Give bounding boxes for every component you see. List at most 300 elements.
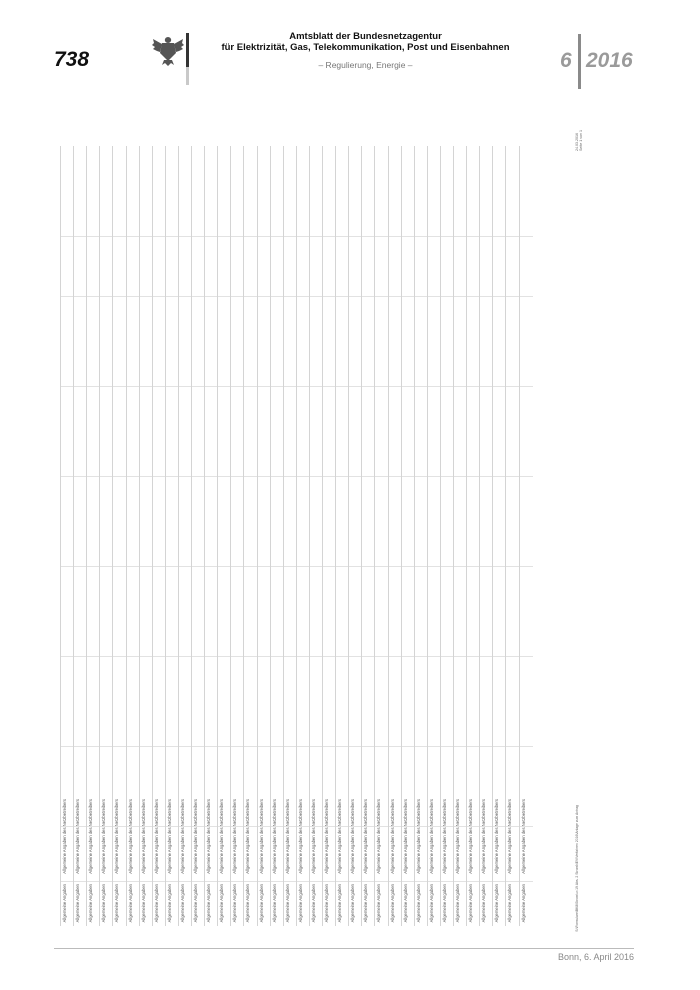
- cell-category: Allgemeine Angaben: [179, 883, 185, 922]
- row-rule: [231, 746, 244, 747]
- row-rule: [166, 656, 179, 657]
- row-rule: [362, 296, 375, 297]
- row-rule: [428, 236, 441, 237]
- cell-description: Allgemeine Angaben des Netzbetreibers: [507, 799, 513, 874]
- row-rule: [140, 656, 153, 657]
- row-rule: [127, 881, 140, 882]
- row-rule: [87, 386, 100, 387]
- cell-category: Allgemeine Angaben: [481, 883, 487, 922]
- row-rule: [140, 386, 153, 387]
- row-rule: [506, 656, 519, 657]
- row-rule: [506, 236, 519, 237]
- row-rule: [467, 656, 480, 657]
- table-row: [165, 146, 179, 926]
- row-rule: [441, 296, 454, 297]
- cell-description: Allgemeine Angaben des Netzbetreibers: [62, 799, 67, 874]
- row-rule: [389, 656, 402, 657]
- row-rule: [310, 296, 323, 297]
- cell-category: Allgemeine Angaben: [415, 883, 421, 922]
- row-rule: [402, 881, 415, 882]
- row-rule: [127, 566, 140, 567]
- row-rule: [375, 746, 388, 747]
- table-row: [270, 146, 284, 926]
- row-rule: [127, 296, 140, 297]
- cell-category: Allgemeine Angaben: [363, 883, 369, 922]
- cell-description: Allgemeine Angaben des Netzbetreibers: [245, 799, 251, 874]
- row-rule: [166, 746, 179, 747]
- cell-category: Allgemeine Angaben: [140, 883, 146, 922]
- cell-description: Allgemeine Angaben des Netzbetreibers: [153, 799, 159, 874]
- row-rule: [297, 746, 310, 747]
- row-rule: [61, 656, 74, 657]
- row-rule: [323, 566, 336, 567]
- table-row: [60, 146, 74, 926]
- table-row: [230, 146, 244, 926]
- row-rule: [87, 476, 100, 477]
- row-rule: [310, 746, 323, 747]
- row-rule: [192, 386, 205, 387]
- table-row: [374, 146, 388, 926]
- table-row: [505, 146, 519, 926]
- row-rule: [284, 566, 297, 567]
- row-rule: [244, 566, 257, 567]
- row-rule: [74, 566, 87, 567]
- row-rule: [520, 656, 533, 657]
- cell-description: Allgemeine Angaben des Netzbetreibers: [310, 799, 316, 874]
- row-rule: [179, 296, 192, 297]
- row-rule: [218, 296, 231, 297]
- row-rule: [166, 881, 179, 882]
- cell-description: Allgemeine Angaben des Netzbetreibers: [193, 799, 198, 874]
- row-rule: [192, 236, 205, 237]
- cell-category: Allgemeine Angaben: [428, 883, 434, 922]
- row-rule: [415, 386, 428, 387]
- row-rule: [310, 386, 323, 387]
- row-rule: [153, 296, 166, 297]
- row-rule: [205, 566, 218, 567]
- row-rule: [310, 476, 323, 477]
- row-rule: [218, 656, 231, 657]
- row-rule: [153, 386, 166, 387]
- row-rule: [493, 386, 506, 387]
- row-rule: [74, 881, 87, 882]
- row-rule: [61, 236, 74, 237]
- cell-category: Allgemeine Angaben: [468, 883, 474, 922]
- row-rule: [323, 296, 336, 297]
- row-rule: [258, 296, 271, 297]
- row-rule: [506, 476, 519, 477]
- row-rule: [389, 236, 402, 237]
- publication-subtitle: – Regulierung, Energie –: [318, 60, 413, 70]
- cell-category: Allgemeine Angaben: [258, 883, 264, 922]
- row-rule: [284, 746, 297, 747]
- row-rule: [87, 236, 100, 237]
- row-rule: [362, 476, 375, 477]
- cell-description: Allgemeine Angaben des Netzbetreibers: [455, 799, 460, 874]
- row-rule: [520, 746, 533, 747]
- row-rule: [100, 746, 113, 747]
- cell-description: Allgemeine Angaben des Netzbetreibers: [324, 799, 329, 874]
- row-rule: [61, 476, 74, 477]
- row-rule: [231, 476, 244, 477]
- cell-category: Allgemeine Angaben: [376, 883, 382, 922]
- row-rule: [205, 746, 218, 747]
- row-rule: [113, 476, 126, 477]
- row-rule: [166, 386, 179, 387]
- row-rule: [336, 296, 349, 297]
- row-rule: [480, 566, 493, 567]
- cell-category: Allgemeine Angaben: [337, 883, 343, 922]
- row-rule: [323, 746, 336, 747]
- row-rule: [74, 296, 87, 297]
- row-rule: [310, 566, 323, 567]
- row-rule: [166, 236, 179, 237]
- row-rule: [74, 236, 87, 237]
- row-rule: [205, 656, 218, 657]
- row-rule: [231, 566, 244, 567]
- row-rule: [362, 566, 375, 567]
- row-rule: [179, 236, 192, 237]
- row-rule: [100, 656, 113, 657]
- row-rule: [349, 656, 362, 657]
- footer-divider: [54, 948, 634, 949]
- table-row: [388, 146, 402, 926]
- row-rule: [153, 746, 166, 747]
- cell-description: Allgemeine Angaben des Netzbetreibers: [206, 799, 212, 874]
- row-rule: [520, 476, 533, 477]
- cell-description: Allgemeine Angaben des Netzbetreibers: [179, 799, 185, 874]
- row-rule: [297, 566, 310, 567]
- table-row: [296, 146, 310, 926]
- row-rule: [258, 656, 271, 657]
- cell-category: Allgemeine Angaben: [324, 883, 329, 922]
- row-rule: [467, 566, 480, 567]
- side-file-path: S:\Formulare\BK8\Strom\§19 Abs. 2 StromNEV\Verfahren 2016\Anlage zum Antrag: [575, 805, 579, 932]
- row-rule: [428, 296, 441, 297]
- row-rule: [480, 236, 493, 237]
- row-rule: [467, 236, 480, 237]
- table-row: [112, 146, 126, 926]
- row-rule: [244, 746, 257, 747]
- row-rule: [100, 386, 113, 387]
- cell-description: Allgemeine Angaben des Netzbetreibers: [468, 799, 474, 874]
- row-rule: [258, 386, 271, 387]
- row-rule: [87, 656, 100, 657]
- table-row: [322, 146, 336, 926]
- cell-description: Allgemeine Angaben des Netzbetreibers: [271, 799, 277, 874]
- row-rule: [113, 236, 126, 237]
- row-rule: [362, 386, 375, 387]
- row-rule: [506, 296, 519, 297]
- row-rule: [218, 386, 231, 387]
- page-number: 738: [54, 48, 90, 71]
- cell-description: Allgemeine Angaben des Netzbetreibers: [363, 799, 369, 874]
- cell-description: Allgemeine Angaben des Netzbetreibers: [428, 799, 434, 874]
- row-rule: [454, 656, 467, 657]
- issue-year: 2016: [586, 49, 633, 72]
- row-rule: [74, 656, 87, 657]
- row-rule: [349, 881, 362, 882]
- cell-category: Allgemeine Angaben: [310, 883, 316, 922]
- cell-category: Allgemeine Angaben: [62, 883, 67, 922]
- row-rule: [271, 746, 284, 747]
- row-rule: [362, 656, 375, 657]
- row-rule: [192, 746, 205, 747]
- row-rule: [454, 296, 467, 297]
- row-rule: [493, 476, 506, 477]
- table-row: [401, 146, 415, 926]
- side-date-line-2: Seite 1 von 1: [579, 130, 583, 151]
- table-row: [139, 146, 153, 926]
- row-rule: [271, 236, 284, 237]
- row-rule: [258, 746, 271, 747]
- footer-date: Bonn, 6. April 2016: [557, 952, 634, 962]
- row-rule: [428, 386, 441, 387]
- table-row: [283, 146, 297, 926]
- cell-description: Allgemeine Angaben des Netzbetreibers: [297, 799, 303, 874]
- cell-category: Allgemeine Angaben: [232, 883, 238, 922]
- row-rule: [467, 386, 480, 387]
- row-rule: [297, 386, 310, 387]
- row-rule: [520, 881, 533, 882]
- row-rule: [271, 476, 284, 477]
- row-rule: [480, 656, 493, 657]
- row-rule: [153, 236, 166, 237]
- row-rule: [61, 746, 74, 747]
- row-rule: [493, 746, 506, 747]
- row-rule: [375, 566, 388, 567]
- cell-description: Allgemeine Angaben des Netzbetreibers: [75, 799, 81, 874]
- row-rule: [244, 296, 257, 297]
- row-rule: [205, 881, 218, 882]
- row-rule: [218, 566, 231, 567]
- row-rule: [336, 476, 349, 477]
- row-rule: [166, 296, 179, 297]
- row-rule: [389, 386, 402, 387]
- row-rule: [415, 566, 428, 567]
- table-row: [335, 146, 349, 926]
- row-rule: [441, 386, 454, 387]
- cell-description: Allgemeine Angaben des Netzbetreibers: [494, 799, 500, 874]
- row-rule: [258, 881, 271, 882]
- cell-description: Allgemeine Angaben des Netzbetreibers: [88, 799, 94, 874]
- row-rule: [218, 236, 231, 237]
- cell-description: Allgemeine Angaben des Netzbetreibers: [166, 799, 172, 874]
- row-rule: [480, 386, 493, 387]
- row-rule: [336, 656, 349, 657]
- row-rule: [192, 296, 205, 297]
- cell-description: Allgemeine Angaben des Netzbetreibers: [402, 799, 408, 874]
- row-rule: [127, 386, 140, 387]
- row-rule: [113, 296, 126, 297]
- row-rule: [520, 296, 533, 297]
- cell-category: Allgemeine Angaben: [271, 883, 277, 922]
- row-rule: [467, 296, 480, 297]
- row-rule: [441, 881, 454, 882]
- row-rule: [100, 881, 113, 882]
- row-rule: [218, 476, 231, 477]
- row-rule: [284, 386, 297, 387]
- row-rule: [467, 881, 480, 882]
- table-row: [414, 146, 428, 926]
- table-row: [427, 146, 441, 926]
- table-row: [178, 146, 192, 926]
- row-rule: [271, 656, 284, 657]
- cell-category: Allgemeine Angaben: [284, 883, 290, 922]
- row-rule: [323, 656, 336, 657]
- row-rule: [61, 566, 74, 567]
- cell-category: Allgemeine Angaben: [350, 883, 356, 922]
- table-row: [126, 146, 140, 926]
- row-rule: [61, 386, 74, 387]
- table-row: [191, 146, 205, 926]
- row-rule: [231, 656, 244, 657]
- cell-category: Allgemeine Angaben: [101, 883, 107, 922]
- cell-category: Allgemeine Angaben: [193, 883, 198, 922]
- row-rule: [323, 881, 336, 882]
- row-rule: [284, 296, 297, 297]
- table-row: [243, 146, 257, 926]
- row-rule: [284, 881, 297, 882]
- cell-category: Allgemeine Angaben: [206, 883, 212, 922]
- row-rule: [297, 476, 310, 477]
- row-rule: [113, 746, 126, 747]
- cell-description: Allgemeine Angaben des Netzbetreibers: [219, 799, 225, 874]
- row-rule: [520, 386, 533, 387]
- cell-category: Allgemeine Angaben: [245, 883, 251, 922]
- row-rule: [244, 236, 257, 237]
- row-rule: [244, 656, 257, 657]
- row-rule: [362, 746, 375, 747]
- row-rule: [441, 656, 454, 657]
- cell-category: Allgemeine Angaben: [88, 883, 94, 922]
- table-row: [152, 146, 166, 926]
- cell-description: Allgemeine Angaben des Netzbetreibers: [232, 799, 238, 874]
- row-rule: [454, 746, 467, 747]
- cell-description: Allgemeine Angaben des Netzbetreibers: [114, 799, 120, 874]
- row-rule: [231, 296, 244, 297]
- row-rule: [389, 296, 402, 297]
- row-rule: [454, 566, 467, 567]
- row-rule: [415, 476, 428, 477]
- cell-description: Allgemeine Angaben des Netzbetreibers: [350, 799, 356, 874]
- table-row: [257, 146, 271, 926]
- row-rule: [284, 236, 297, 237]
- row-rule: [506, 386, 519, 387]
- row-rule: [284, 656, 297, 657]
- row-rule: [389, 566, 402, 567]
- row-rule: [362, 236, 375, 237]
- row-rule: [192, 881, 205, 882]
- row-rule: [297, 296, 310, 297]
- row-rule: [244, 476, 257, 477]
- row-rule: [428, 656, 441, 657]
- row-rule: [61, 296, 74, 297]
- table-row: [361, 146, 375, 926]
- row-rule: [336, 566, 349, 567]
- row-rule: [140, 236, 153, 237]
- row-rule: [74, 476, 87, 477]
- row-rule: [61, 881, 74, 882]
- row-rule: [441, 476, 454, 477]
- table-row: [204, 146, 218, 926]
- cell-description: Allgemeine Angaben des Netzbetreibers: [376, 799, 382, 874]
- row-rule: [415, 656, 428, 657]
- row-rule: [153, 881, 166, 882]
- table-row: [440, 146, 454, 926]
- row-rule: [100, 236, 113, 237]
- table-row: [99, 146, 113, 926]
- row-rule: [127, 656, 140, 657]
- row-rule: [258, 476, 271, 477]
- row-rule: [506, 746, 519, 747]
- row-rule: [297, 656, 310, 657]
- row-rule: [493, 881, 506, 882]
- row-rule: [100, 296, 113, 297]
- cell-description: Allgemeine Angaben des Netzbetreibers: [337, 799, 343, 874]
- row-rule: [454, 881, 467, 882]
- row-rule: [323, 236, 336, 237]
- row-rule: [127, 476, 140, 477]
- row-rule: [520, 236, 533, 237]
- row-rule: [402, 566, 415, 567]
- row-rule: [323, 386, 336, 387]
- row-rule: [349, 386, 362, 387]
- cell-category: Allgemeine Angaben: [455, 883, 460, 922]
- row-rule: [375, 386, 388, 387]
- row-rule: [218, 746, 231, 747]
- row-rule: [389, 476, 402, 477]
- cell-description: Allgemeine Angaben des Netzbetreibers: [415, 799, 421, 874]
- row-rule: [389, 746, 402, 747]
- row-rule: [87, 296, 100, 297]
- table-row: [86, 146, 100, 926]
- table-row: [479, 146, 493, 926]
- row-rule: [113, 656, 126, 657]
- cell-category: Allgemeine Angaben: [507, 883, 513, 922]
- row-rule: [454, 236, 467, 237]
- row-rule: [297, 236, 310, 237]
- cell-category: Allgemeine Angaben: [297, 883, 303, 922]
- side-date-line-1: 24.03.2016: [575, 132, 579, 151]
- row-rule: [100, 476, 113, 477]
- row-rule: [153, 566, 166, 567]
- row-rule: [179, 881, 192, 882]
- table-row: [348, 146, 362, 926]
- cell-description: Allgemeine Angaben des Netzbetreibers: [258, 799, 264, 874]
- row-rule: [493, 656, 506, 657]
- table-row: [309, 146, 323, 926]
- row-rule: [402, 386, 415, 387]
- row-rule: [336, 746, 349, 747]
- row-rule: [441, 746, 454, 747]
- row-rule: [349, 566, 362, 567]
- row-rule: [205, 386, 218, 387]
- title-line-2: für Elektrizität, Gas, Telekommunikation, Post und Eisenbahnen: [221, 42, 510, 53]
- row-rule: [480, 296, 493, 297]
- cell-description: Allgemeine Angaben des Netzbetreibers: [481, 799, 487, 874]
- row-rule: [271, 386, 284, 387]
- table-row: [453, 146, 467, 926]
- row-rule: [375, 881, 388, 882]
- row-rule: [402, 476, 415, 477]
- row-rule: [520, 566, 533, 567]
- row-rule: [428, 566, 441, 567]
- row-rule: [113, 881, 126, 882]
- cell-description: Allgemeine Angaben des Netzbetreibers: [101, 799, 107, 874]
- row-rule: [493, 296, 506, 297]
- row-rule: [480, 881, 493, 882]
